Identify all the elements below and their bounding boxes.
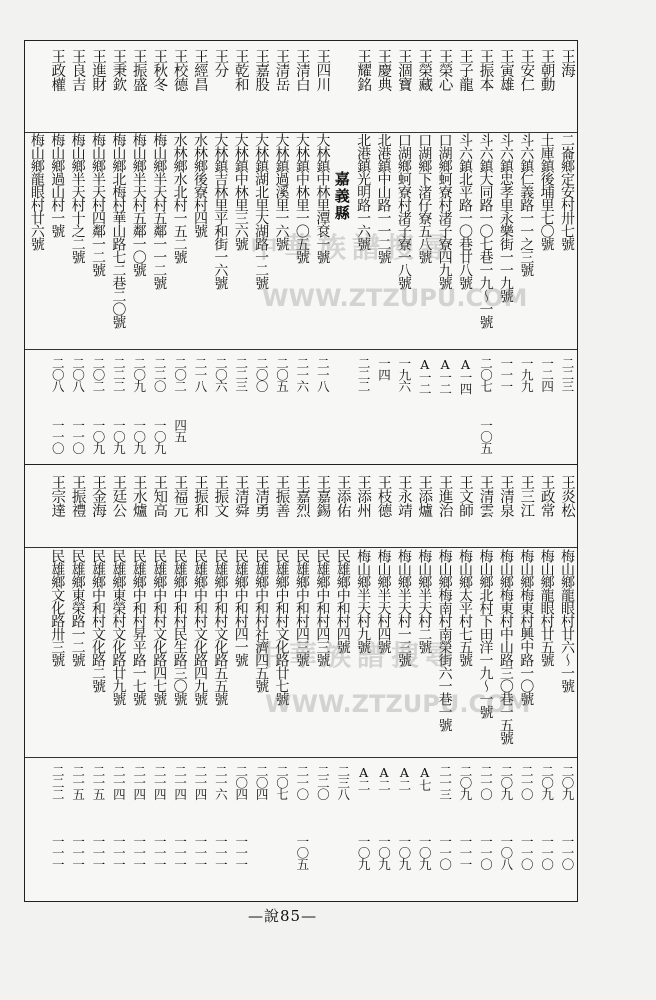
entry-column xyxy=(536,41,556,465)
entry-number: 二二二 xyxy=(111,357,127,392)
entry-column xyxy=(434,465,454,901)
entry-address: 大林鎮中林里一〇五號 xyxy=(293,133,310,263)
entry-address: 梅山鄉半天村四號 xyxy=(375,549,392,653)
entry-page xyxy=(332,835,352,895)
entry-name: 王分 xyxy=(212,49,229,77)
entry-page xyxy=(373,419,393,463)
entry-address: 水林鄉水北村一五二號 xyxy=(171,133,188,263)
entry-number: A七 xyxy=(417,765,433,791)
entry-page: 一一一 xyxy=(213,835,229,870)
entry-page xyxy=(271,419,291,463)
entry-name: 王安仁 xyxy=(518,49,535,91)
entry-page xyxy=(393,419,413,463)
entry-column xyxy=(271,465,291,901)
entry-number: 二〇五 xyxy=(274,357,290,392)
entry-number: 二一三 xyxy=(437,765,453,800)
entry-name: 王知高 xyxy=(151,475,168,517)
entry-page: 一一〇 xyxy=(478,835,494,870)
entry-number: 二〇七 xyxy=(274,765,290,800)
entry-page xyxy=(516,419,536,463)
entry-name: 王添州 xyxy=(355,475,372,517)
entry-column xyxy=(169,465,189,901)
entry-name: 王清岳 xyxy=(273,49,290,91)
entry-column xyxy=(312,465,332,901)
entry-column xyxy=(455,41,475,465)
entry-column xyxy=(373,465,393,901)
entry-name: 王水爐 xyxy=(130,475,147,517)
entry-name: 王振文 xyxy=(212,475,229,517)
entry-page xyxy=(230,419,250,463)
entry-column xyxy=(149,41,169,465)
entry-column xyxy=(495,465,515,901)
entry-name: 王海 xyxy=(559,49,575,77)
entry-page: 一一一 xyxy=(458,835,474,870)
page-number: —說85— xyxy=(248,907,318,925)
entry-address: 民雄鄉中和村四號 xyxy=(334,549,351,653)
entry-address: 大林鎮過溪里一六號 xyxy=(273,133,290,250)
entry-column xyxy=(67,465,87,901)
entry-address: 民雄鄉中和村文化路二號 xyxy=(90,549,107,692)
entry-name: 王榮藏 xyxy=(416,49,433,91)
entry-number: 二〇四 xyxy=(233,765,249,800)
entry-page xyxy=(26,419,46,463)
entry-address: 梅山鄉梅東村興中路一〇號 xyxy=(518,549,535,705)
entry-address: 民雄鄉東榮村文化路廿九號 xyxy=(110,549,127,705)
watermark-url: WWW.ZTZUPU.COM xyxy=(262,284,528,312)
entry-column xyxy=(128,41,148,465)
entry-page: 一〇八 xyxy=(498,835,514,870)
entry-number: 二〇九 xyxy=(458,765,474,800)
entry-number: 二〇四 xyxy=(254,765,270,800)
entry-name: 王清勇 xyxy=(253,475,270,517)
entry-page: 一一一 xyxy=(192,835,208,870)
entry-address: 民雄鄉東榮路一二號 xyxy=(69,549,86,666)
entry-address: 梅山鄉太平村七五號 xyxy=(457,549,474,666)
entry-number: 二〇八 xyxy=(70,357,86,392)
entry-address: 斗六鎮北平路一〇巷廿八號 xyxy=(457,133,474,289)
entry-column xyxy=(26,41,46,465)
entry-page: 一一〇 xyxy=(560,835,575,870)
entry-number: 一九九 xyxy=(519,357,535,392)
entry-page xyxy=(495,419,515,463)
entry-column xyxy=(149,465,169,901)
entry-name: 王枝德 xyxy=(375,475,392,517)
entry-number: 二一四 xyxy=(192,765,208,800)
entry-page xyxy=(455,419,475,463)
entry-column xyxy=(557,465,577,901)
entry-number: 二二二 xyxy=(356,357,372,392)
entry-address: 斗六鎮大同路一〇七巷一九～一號 xyxy=(477,133,494,328)
entry-name: 王秉欽 xyxy=(110,49,127,91)
entry-name: 王良吉 xyxy=(69,49,86,91)
entry-page: 一一一 xyxy=(91,835,107,870)
entry-number: 一九六 xyxy=(396,357,412,392)
entry-name: 王宗達 xyxy=(49,475,66,517)
entry-address: 斗六鎮仁義路一一之三號 xyxy=(518,133,535,276)
watermark-cn: 中華族譜搜尋 xyxy=(255,639,460,672)
lower-columns xyxy=(25,465,577,901)
entry-name: 王振和 xyxy=(191,475,208,517)
entry-page: 一一〇 xyxy=(70,419,86,454)
entry-name: 王炎松 xyxy=(559,475,575,517)
entry-column xyxy=(210,41,230,465)
entry-name: 王經昌 xyxy=(191,49,208,91)
entry-number: A一四 xyxy=(458,357,474,394)
entry-page: 一〇九 xyxy=(111,419,127,454)
entry-address: 梅山鄉半天村五鄰一〇號 xyxy=(130,133,147,276)
entry-number: 二〇九 xyxy=(539,765,555,800)
entry-number: 二一四 xyxy=(131,765,147,800)
entry-number: 二一四 xyxy=(152,765,168,800)
entry-number: 二一四 xyxy=(111,765,127,800)
entry-address: 民雄鄉中和村文化路廿七號 xyxy=(273,549,290,705)
entry-number: 二一〇 xyxy=(478,765,494,800)
entry-column xyxy=(332,465,352,901)
entry-address: 民雄鄉中和村文化路四九號 xyxy=(191,549,208,705)
entry-page: 一一〇 xyxy=(519,835,535,870)
entry-address: 梅山鄉半天村九號 xyxy=(355,549,372,653)
entry-name: 王添佑 xyxy=(334,475,351,517)
entry-address: 民雄鄉中和村文化路五五號 xyxy=(212,549,229,705)
entry-address: 梅山鄉梅東村中山路三〇巷一五號 xyxy=(497,549,514,744)
entry-number: 二二〇 xyxy=(152,357,168,392)
entry-number: 二〇九 xyxy=(131,357,147,392)
entry-column xyxy=(495,41,515,465)
entry-column xyxy=(353,465,373,901)
entry-number: 二〇二 xyxy=(172,357,188,392)
entry-name: 王校德 xyxy=(171,49,188,91)
entry-address: 大林鎮吉林里平和街一六號 xyxy=(212,133,229,289)
entry-address: 大林鎮湖北里大湖路一二號 xyxy=(253,133,270,289)
entry-page xyxy=(251,419,271,463)
entry-name: 王振本 xyxy=(477,49,494,91)
table-lower-half xyxy=(25,465,577,901)
entry-name: 王朝動 xyxy=(538,49,555,91)
entry-name: 王廷公 xyxy=(110,475,127,517)
entry-column xyxy=(128,465,148,901)
entry-number: A二 xyxy=(396,765,412,791)
entry-column xyxy=(67,41,87,465)
entry-number: 二〇二 xyxy=(91,357,107,392)
entry-page: 一〇五 xyxy=(478,419,494,454)
entry-address: 口湖鄉蚵寮村渚子寮一八號 xyxy=(395,133,412,289)
entry-page: 一一一 xyxy=(111,835,127,870)
entry-page: 一〇九 xyxy=(91,419,107,454)
entry-name: 王涸寶 xyxy=(395,49,412,91)
entry-address: 梅山鄉半天村四鄰一二號 xyxy=(90,133,107,276)
entry-column xyxy=(516,465,536,901)
entry-page: 一一〇 xyxy=(437,835,453,870)
entry-number: 二一六 xyxy=(294,357,310,392)
entry-number: 二〇九 xyxy=(498,765,514,800)
entry-column xyxy=(455,465,475,901)
entry-name: 王政常 xyxy=(538,475,555,517)
entry-name: 王嘉烈 xyxy=(293,475,310,517)
entry-page: 一一一 xyxy=(172,835,188,870)
entry-page: 一〇五 xyxy=(294,835,310,870)
entry-address: 梅山鄉北梅村華山路七二巷二〇號 xyxy=(110,133,127,328)
entry-address: 大林鎮中林里潭袞一號 xyxy=(314,133,331,263)
entry-name: 王乾和 xyxy=(232,49,249,91)
entry-number: 二〇六 xyxy=(213,357,229,392)
entry-column xyxy=(88,465,108,901)
entry-name: 王文師 xyxy=(457,475,474,517)
entry-address: 民雄鄉中和村文化路四七號 xyxy=(151,549,168,705)
entry-page: 一一〇 xyxy=(539,835,555,870)
entry-page: 一一一 xyxy=(131,835,147,870)
entry-name: 王政權 xyxy=(49,49,66,91)
entry-name: 王進治 xyxy=(436,475,453,517)
entry-address: 梅山鄉半天村十之二號 xyxy=(69,133,86,263)
watermark-url: WWW.ZTZUPU.COM xyxy=(265,690,531,718)
entry-number: 二二三 xyxy=(560,357,575,392)
entry-column xyxy=(108,465,128,901)
entry-address: 土庫鎮後埔里七〇號 xyxy=(538,133,555,250)
entry-address: 二崙鄉定安村卅七號 xyxy=(559,133,575,250)
entry-name: 王慶典 xyxy=(375,49,392,91)
entry-number: 二一〇 xyxy=(519,765,535,800)
entry-page: 一一一 xyxy=(70,835,86,870)
entry-address: 梅山鄉北村下田洋一九～一號 xyxy=(477,549,494,718)
entry-page xyxy=(557,419,577,463)
entry-page xyxy=(312,835,332,895)
entry-address: 民雄鄉中和村四三號 xyxy=(314,549,331,666)
entry-address: 梅山鄉龍眼村廿六～一號 xyxy=(559,549,575,692)
entry-address: 民雄鄉中和村四三號 xyxy=(293,549,310,666)
entry-page xyxy=(434,419,454,463)
entry-number: 二三八 xyxy=(335,765,351,800)
entry-page: 一〇九 xyxy=(131,419,147,454)
entry-column xyxy=(292,465,312,901)
entry-number: 二〇九 xyxy=(560,765,575,800)
entry-number: 二一八 xyxy=(192,357,208,392)
entry-page: 一一一 xyxy=(152,835,168,870)
entry-name: 王金海 xyxy=(90,475,107,517)
entry-number: 二一五 xyxy=(70,765,86,800)
entry-page: 四五 xyxy=(172,419,188,442)
entry-name: 王振善 xyxy=(273,475,290,517)
entry-page xyxy=(312,419,332,463)
entry-page: 一〇九 xyxy=(396,835,412,870)
entry-column xyxy=(414,465,434,901)
entry-page xyxy=(292,419,312,463)
entry-number: 二〇〇 xyxy=(254,357,270,392)
entry-address: 民雄鄉文化路卅三號 xyxy=(49,549,66,666)
entry-column xyxy=(190,41,210,465)
entry-page: 一一一 xyxy=(50,835,66,870)
entry-column xyxy=(47,41,67,465)
entry-number: A二 xyxy=(376,765,392,791)
entry-name: 王清白 xyxy=(293,49,310,91)
entry-address: 民雄鄉中和村民生路三〇號 xyxy=(171,549,188,705)
entry-page: 一〇九 xyxy=(356,835,372,870)
entry-address: 北港鎮中山路一一二號 xyxy=(375,133,392,263)
entry-column xyxy=(536,465,556,901)
entry-number: 二一六 xyxy=(213,765,229,800)
entry-column xyxy=(230,41,250,465)
entry-address: 梅山鄉半天村二號 xyxy=(416,549,433,653)
entry-column xyxy=(557,41,577,465)
watermark-cn: 中華族譜搜尋 xyxy=(250,231,455,264)
entry-name xyxy=(26,49,46,131)
entry-number: 二一五 xyxy=(91,765,107,800)
entry-address: 梅山鄉梅南村南榮街六一巷一號 xyxy=(436,549,453,731)
entry-page xyxy=(414,419,434,463)
entry-page: 一〇九 xyxy=(152,419,168,454)
entry-number: 二一八 xyxy=(315,357,331,392)
entry-address: 梅山鄉半天村一三號 xyxy=(395,549,412,666)
entry-name: 王嘉錫 xyxy=(314,475,331,517)
entry-number: A二 xyxy=(356,765,372,791)
entry-column xyxy=(88,41,108,465)
entry-address: 民雄鄉中和村四一號 xyxy=(232,549,249,666)
entry-number: A一二 xyxy=(417,357,433,394)
entry-address: 口湖鄉下渚仔寮五八號 xyxy=(416,133,433,263)
entry-address: 大林鎮中林里三六號 xyxy=(232,133,249,250)
entry-number: 二二三 xyxy=(233,357,249,392)
entry-number: 二二〇 xyxy=(315,765,331,800)
entry-name: 王進財 xyxy=(90,49,107,91)
entry-name: 王耀銘 xyxy=(355,49,372,91)
entry-name: 王永靖 xyxy=(395,475,412,517)
entry-name: 王三江 xyxy=(518,475,535,517)
entry-page: 一一〇 xyxy=(50,419,66,454)
directory-table xyxy=(24,40,578,902)
entry-address: 民雄鄉中和村社濟四五號 xyxy=(253,549,270,692)
entry-address: 梅山鄉過山村一號 xyxy=(49,133,66,237)
entry-number: 一一一 xyxy=(498,357,514,392)
entry-column xyxy=(47,465,67,901)
entry-address: 斗六鎮忠孝里永樂街一一九號 xyxy=(497,133,514,302)
entry-page: 一〇九 xyxy=(376,835,392,870)
entry-name: 王添爐 xyxy=(416,475,433,517)
county-heading: 嘉義縣 xyxy=(332,171,351,222)
entry-name: 王振盛 xyxy=(130,49,147,91)
entry-number: 二一〇 xyxy=(294,765,310,800)
entry-name: 王寅雄 xyxy=(497,49,514,91)
entry-address: 水林鄉後寮村四號 xyxy=(191,133,208,237)
entry-number: 二一四 xyxy=(172,765,188,800)
entry-name: 王清雲 xyxy=(477,475,494,517)
entry-page: 一〇九 xyxy=(417,835,433,870)
entry-page: 一一一 xyxy=(233,835,249,870)
entry-page xyxy=(190,419,210,463)
entry-address: 梅山鄉半天村五鄰一一二號 xyxy=(151,133,168,289)
entry-number: A一二 xyxy=(437,357,453,394)
entry-column xyxy=(251,465,271,901)
entry-page xyxy=(353,419,373,463)
entry-column xyxy=(230,465,250,901)
entry-number: 一二四 xyxy=(539,357,555,392)
entry-address: 民雄鄉中和村昇平路一七號 xyxy=(130,549,147,705)
entry-column xyxy=(108,41,128,465)
entry-name: 王清舜 xyxy=(232,475,249,517)
entry-column xyxy=(516,41,536,465)
entry-address: 北港鎮光明路一六號 xyxy=(355,133,372,250)
entry-number xyxy=(26,357,46,409)
entry-number: 二〇七 xyxy=(478,357,494,392)
entry-column xyxy=(169,41,189,465)
entry-column xyxy=(475,41,495,465)
entry-name: 王子龍 xyxy=(457,49,474,91)
entry-page xyxy=(536,419,556,463)
entry-column xyxy=(393,465,413,901)
entry-name: 王福元 xyxy=(171,475,188,517)
entry-page xyxy=(210,419,230,463)
entry-number: 二〇八 xyxy=(50,357,66,392)
entry-number: 二二二 xyxy=(50,765,66,800)
entry-address: 梅山鄉龍眼村廿五號 xyxy=(538,549,555,666)
entry-name: 王嘉股 xyxy=(253,49,270,91)
entry-name: 王秋冬 xyxy=(151,49,168,91)
entry-address: 梅山鄉龍眼村廿六號 xyxy=(28,133,45,250)
entry-number: 一四 xyxy=(376,357,392,380)
entry-page xyxy=(251,835,271,895)
entry-name: 王四川 xyxy=(314,49,331,91)
entry-name: 王振禮 xyxy=(69,475,86,517)
entry-address: 口湖鄉蚵寮村渚子寮四九號 xyxy=(436,133,453,289)
entry-name: 王榮心 xyxy=(436,49,453,91)
entry-column xyxy=(210,465,230,901)
entry-column xyxy=(190,465,210,901)
entry-page xyxy=(271,835,291,895)
entry-column xyxy=(475,465,495,901)
entry-name: 王清泉 xyxy=(497,475,514,517)
